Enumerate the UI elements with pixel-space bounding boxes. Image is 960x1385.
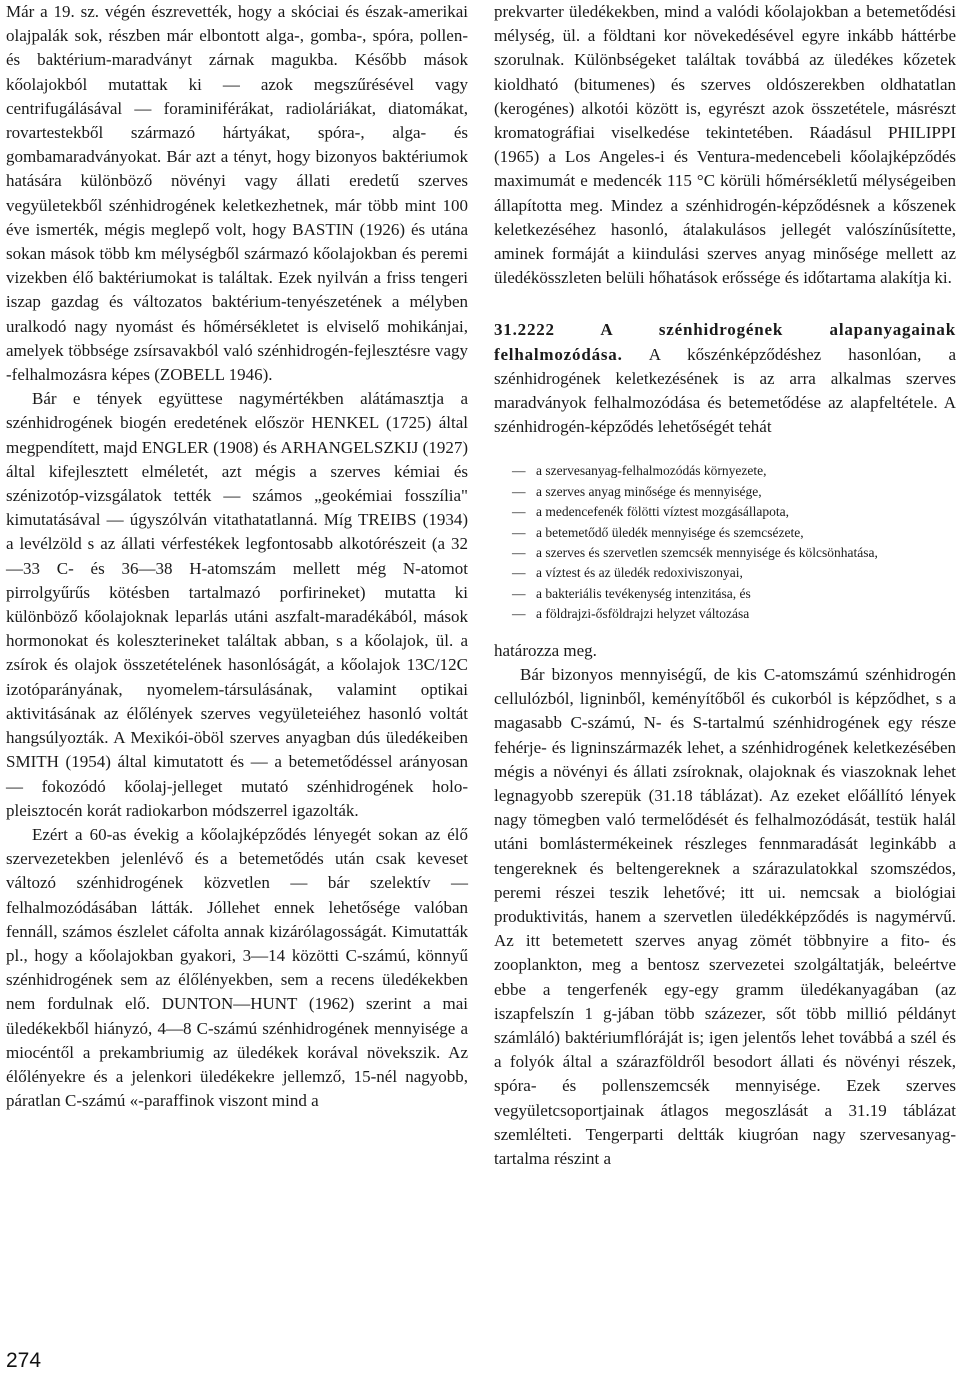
paragraph-biogenic-origin: Bár e tények együttese nagymértékben alátámasztja a szénhidrogének biogén eredetének először HENKEL (1725) által megpendített, majd ENGLER (1908) és ARHANGELSZKIJ (1927) által kifejlesztett elméletét, azt mégis a szerves kémiai és szénizotóp-vizsgálatok tették — számos „geokémiai fosszília" kimutatásával — úgyszólván vitathatatlanná. Míg TREIBS (1934) a levélzöld s az állati vérfestékek legfontosabb alkotórészeit (a 32—33 C- és 36—38 H-atomszám mellett még N-atomot pirrolgyűrűs kötésben tartalmazó porfirineket) mutatta ki különböző kőolajoknak leparlás utáni aszfalt-maradékából, mások hormonokat és koleszterineket találtak abban, s a kőolajok, ül. a zsírok és olajok összetételének hasonlóságát, a kőolajok 13C/12C izotóparányának, nyomelem-társulásának, valamint optikai aktivitásának az élőlények szerves vegyületeiéhez hasonló voltát hangsúlyozták. A Mexikói-öböl szerves anyagban dús üledékeiben SMITH (1954) által kimutatott és — a betemetődéssel arányosan — fokozódó kőolaj-jelleget mutató szénhidrogének holo-pleisztocén korát radiokarbon módszerrel igazolták. — [6, 389, 468, 820]
right-column — [494, 0, 956, 1171]
left-column — [6, 0, 468, 1113]
list-conclusion: határozza meg. — [494, 640, 597, 660]
paragraph-source-materials: Bár bizonyos mennyiségű, de kis C-atomszámú szénhidrogén cellulózból, ligninből, keményítőből és cukorból is képződhet, s a magasabb C-számú, N- és S-tartalmú szénhidrogének egy része fehérje- és ligninszármazék lehet, a szénhidrogének keletkezésében mégis a növényi és állati zsíroknak, olajoknak és viaszoknak lehet legnagyobb szerepük (31.18 táblázat). Az ezeket előállító lények nagy tömegben való termelődését és felhalmozódását, testük halál utáni bomlástermékeinek részleges fennmaradását leginkább a tengereknek és beltengereknek a szárazulatokkal szomszédos, peremi részei teszik lehetővé; itt ui. nemcsak a biológiai produktivitás, hanem a szervetlen üledékképződés is nagymérvű. Az itt betemetett szerves anyag zömét többnyire a fito- és zooplankton, meg a bentosz szervezetei szolgáltatják, beleértve ebbe a tengerfenék egy-egy gramm üledékanyagában (az iszapfelszín 1 g-jában több százezer, sőt több millió példányt számláló) baktériumflóráját is; igen jelentős lehet továbbá a szél és a folyók által a szárazföldről besodort állati és növényi részek, spóra- és pollenszemcsék mennyisége. Ezek szerves vegyületcsoportjainak átlagos megoszlását a 31.19 táblázat szemlélteti. Tengerparti deltták kiugróan nagy szervesanyag-tartalma részint a — [494, 664, 956, 1168]
list-item: — a szerves anyag minősége és mennyisége, — [494, 482, 956, 502]
list-item: — a szervesanyag-felhalmozódás környezete, — [494, 461, 956, 481]
section-heading: 31.2222 A szénhidrogének alapanyagainak felhalmozódása. — [494, 320, 956, 364]
list-item: — a víztest és az üledék redoxiviszonyai, — [494, 563, 956, 583]
list-item: — a betemetődő üledék mennyisége és szemcsézete, — [494, 523, 956, 543]
section-intro-text: A kőszénképződéshez hasonlóan, a szénhidrogének keletkezésének is az arra alkalmas szerves maradványok felhalmozódása és betemetődése az alapfeltétele. A szénhidrogén-képződés lehetőségét tehát — [494, 344, 956, 437]
list-item: — a medencefenék fölötti víztest mozgásállapota, — [494, 502, 956, 522]
list-item: — a szerves és szervetlen szemcsék mennyisége és kölcsönhatása, — [494, 543, 956, 563]
page-number: 274 — [6, 1349, 42, 1372]
paragraph-continuation: prekvarter üledékekben, mind a valódi kőolajokban a betemetődési mélység, ül. a földtani kor növekedésével egyre inkább háttérbe szorulnak. Különbségeket találtak továbbá az üledékes kőzetek kioldható (bitumenes) és szerves oldószerekben oldhatatlan (kerogénes) alkotói között is, egyrészt azok összetétele, másrészt kromatográfiai viselkedése tekintetében. Ráadásul PHILIPPI (1965) a Los Angeles-i és Ventura-medencebeli kőolajképződés maximumát e medencék 115 °C körüli hőmérsékletű mélységeiben állapította meg. Mindez a szénhidrogén-képződésnek a kőszenek keletkezéséhez hasonló, átalakulásos jellegét valószínűsítette, aminek formáját a kiindulási szerves anyag minősége mellett az üledékösszleten belüli hőhatások erőssége és időtartama alakítja ki. — [494, 2, 956, 288]
paragraph-bacteria-remains: Már a 19. sz. végén észrevették, hogy a skóciai és észak-amerikai olajpalák sok, részben már elbontott alga-, gomba-, spóra, pollen- és baktérium-maradványt zárnak magukba. Később mások kőolajokból mutattak ki — azok megszűrésével vagy centrifugálásával — foraminiférákat, radioláriákat, diatomákat, rovartestekből származó hártyákat, spóra-, alga- és gombamaradványokat. Bár azt a tényt, hogy bizonyos baktériumok hatására különböző növényi vagy állati eredetű szerves vegyületekből szénhidrogének keletkezhetnek, már több mint 100 éve ismerték, mégis meglepő volt, hogy BASTIN (1926) és utána sokan mások több km mélységből származó kőolajokban és peremi vizekben élő baktériumokat is találtak. Ezek nyilván a friss tengeri iszap gazdag és változatos baktérium-tenyészetének a mélyben uralkodó nagy nyomást és hőmérsékletet is elviselő mohikánjai, amelyek többsége zsírsavakból való szénhidrogén-fejlesztésre vagy -felhalmozásra képes (ZOBELL 1946). — [6, 2, 468, 385]
list-item: — a földrajzi-ősföldrajzi helyzet változása — [494, 604, 956, 624]
section-31-2222 — [494, 318, 956, 439]
conditions-list — [494, 461, 956, 624]
list-item: — a bakteriális tevékenység intenzitása, és — [494, 584, 956, 604]
paragraph-oil-formation-views: Ezért a 60-as évekig a kőolajképződés lényegét sokan az élő szervezetekben jelenlévő és a betemetődés után csak keveset változó szénhidrogének közvetlen — bár szelektív —felhalmozódásában látták. Jóllehet ennek lehetősége valóban fennáll, számos észlelet cáfolta annak kizárólagosságát. Kimutatták pl., hogy a kőolajokban gyakori, 3—14 közötti C-számú, könnyű szénhidrogének sem az élőlényekben, sem a recens üledékekben nem fordulnak elő. DUNTON—HUNT (1962) szerint a mai üledékekből hiányzó, 4—8 C-számú szénhidrogének mennyisége a miocéntől a prekambriumig az üledékek korával növekszik. Az élőlényekre és a jelenkori üledékekre jellemző, 15-nél nagyobb, páratlan C-számú «-paraffinok viszont mind a — [6, 824, 468, 1111]
section-spacer — [494, 290, 956, 318]
